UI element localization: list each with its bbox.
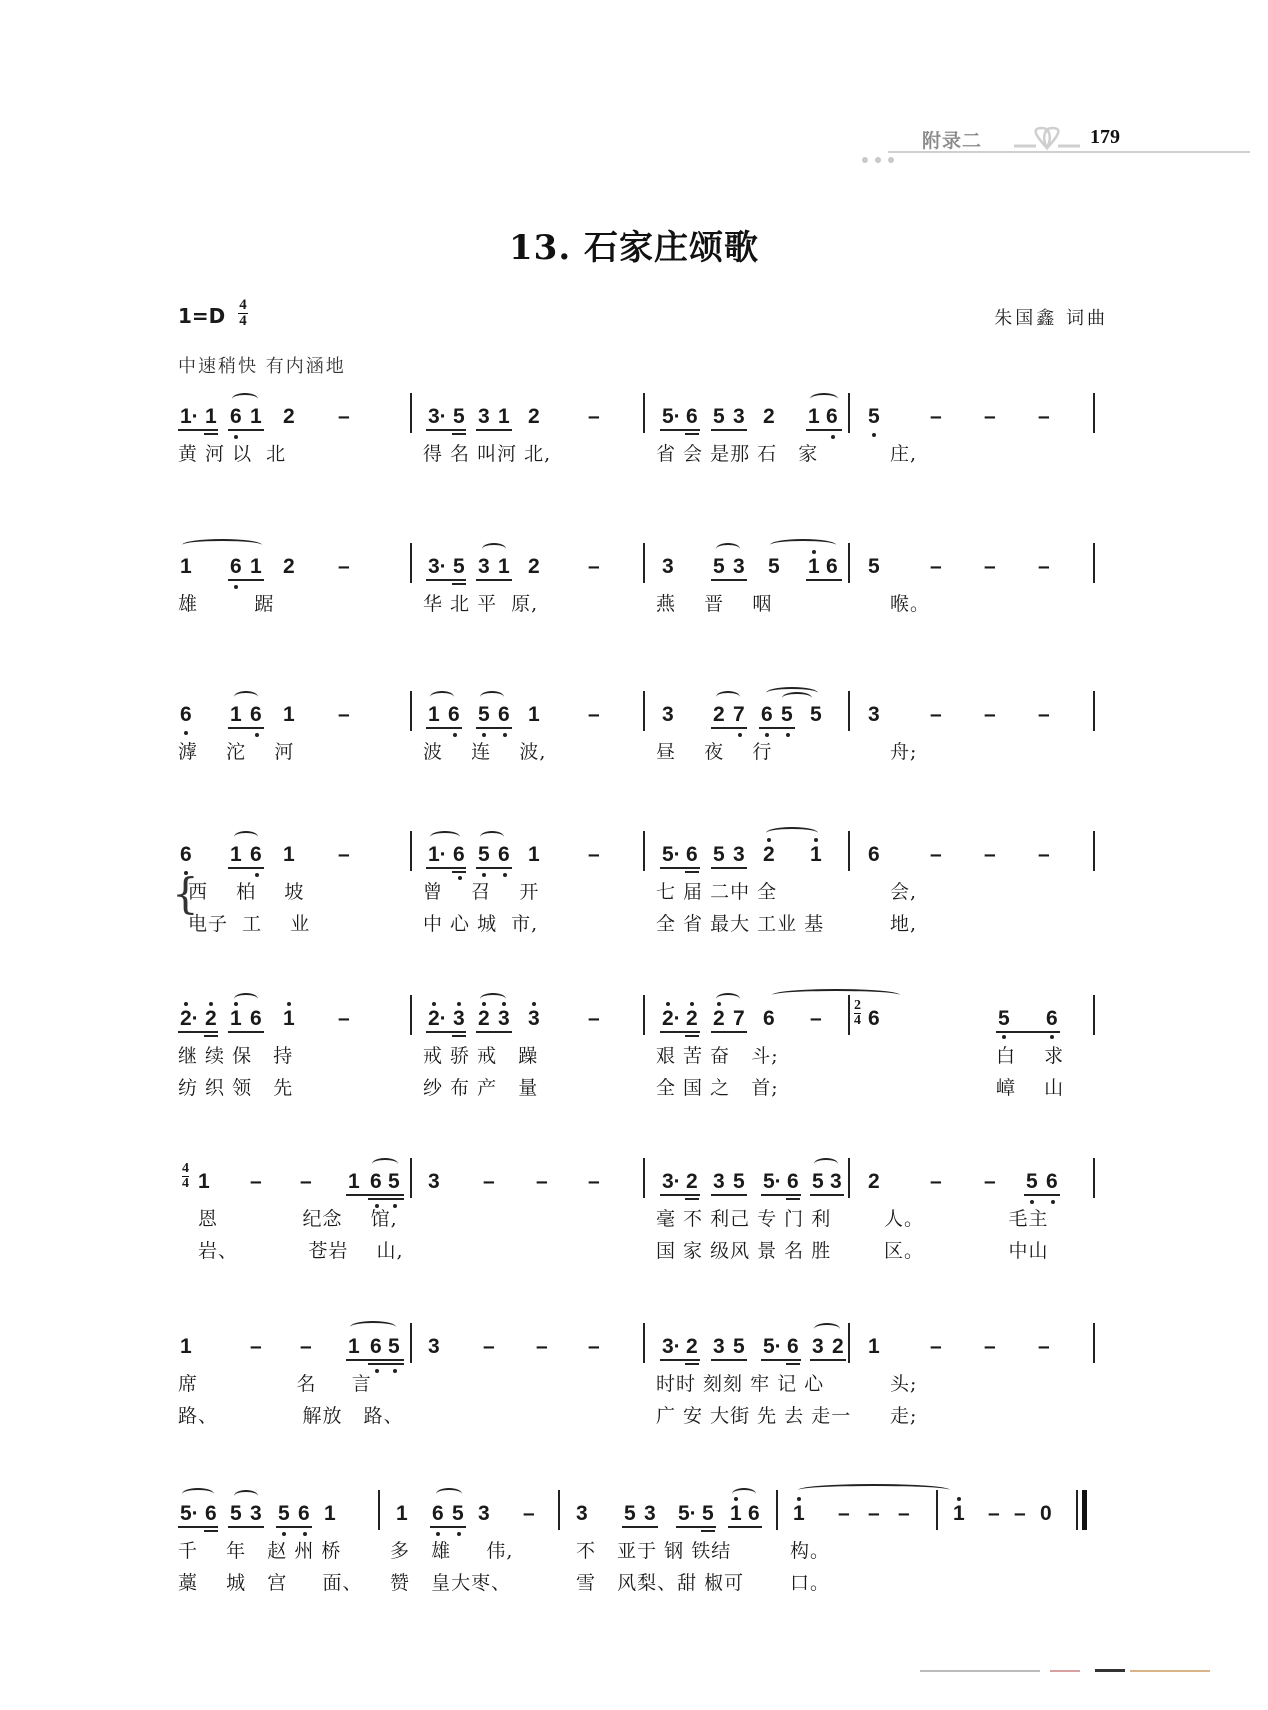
- lyric-line-1: 黄 河 以 北: [178, 443, 287, 465]
- lyric-line-1: 继 续 保 持: [178, 1045, 294, 1067]
- time-signature-change: 4 4: [182, 1161, 189, 1191]
- lyric-line-1: 波 连 波,: [423, 741, 547, 763]
- lyric-line-2: 地,: [890, 913, 918, 935]
- lyric-line-2: 全 国 之 首;: [656, 1077, 779, 1099]
- lyric-line-2: 雪 风梨、甜 椒可: [576, 1572, 745, 1594]
- notation-line: 2· 2 1 6 1 – 2· 3 2 3 3 – 2· 2 2 7 6 – 2 4 6 5 6: [178, 1007, 1118, 1047]
- lyric-line-1: 头;: [890, 1373, 918, 1395]
- lyric-line-1: 人。 毛主: [884, 1208, 1049, 1230]
- lyric-line-1: 得 名 叫河 北,: [423, 443, 552, 465]
- author-credit: 朱国鑫 词曲: [994, 308, 1108, 329]
- tempo-marking: 中速稍快 有内涵地: [178, 356, 346, 377]
- lyric-line-1: 会,: [890, 881, 918, 903]
- lyric-line-1: 昼 夜 行: [656, 741, 773, 763]
- notation-line: 5· 6 5 3 5 6 1 1 6 5 3 – 3 5 3 5· 5 1 6 1 – – – 1 – – 0: [178, 1502, 1118, 1542]
- lyric-line-2: 纺 织 领 先: [178, 1077, 294, 1099]
- lyric-line-1: 恩 纪念 馆,: [198, 1208, 398, 1230]
- song-title: 13. 石家庄颂歌: [509, 228, 759, 268]
- lyric-line-2: 电子 工 业: [188, 913, 311, 935]
- lyric-line-1: 千 年 赵 州 桥: [178, 1540, 342, 1562]
- key: 1=D: [178, 304, 226, 328]
- lyric-line-1: 曾 召 开: [423, 881, 540, 903]
- lyric-line-1: 多 雄 伟,: [390, 1540, 514, 1562]
- time-signature: $\frac{4}{4}$: [239, 297, 247, 329]
- lyric-line-1: 燕 晋 咽: [656, 593, 773, 615]
- lyric-line-1: 席 名 言: [178, 1373, 372, 1395]
- key-signature: [178, 297, 248, 333]
- lyric-line-2: 嶂 山: [996, 1077, 1065, 1099]
- lyric-line-2: 国 家 级风 景 名 胜: [656, 1240, 832, 1262]
- lyric-line-1: 雄 踞: [178, 593, 275, 615]
- footer-watermark: [920, 1668, 1210, 1674]
- lyric-line-1: 不 亚于 钢 铁结: [576, 1540, 732, 1562]
- lyric-line-1: 构。: [790, 1540, 831, 1562]
- lyric-line-1: 庄,: [890, 443, 918, 465]
- lyric-line-2: 藁 城 宫 面、: [178, 1572, 363, 1594]
- lyric-line-1: 艰 苦 奋 斗;: [656, 1045, 779, 1067]
- ribbon-bow-icon: [1012, 124, 1082, 154]
- lyric-line-1: 省 会 是那 石 家: [656, 443, 819, 465]
- notation-line: 1 – – 1 6 5 3 – – – 3· 2 3 5 5· 6 3 2 1 – – –: [178, 1335, 1118, 1375]
- lyric-line-1: 滹 沱 河: [178, 741, 295, 763]
- lyric-line-1: 华 北 平 原,: [423, 593, 539, 615]
- lyric-line-1: 戒 骄 戒 躁: [423, 1045, 539, 1067]
- running-head-section: 附录二: [922, 130, 983, 152]
- lyric-line-1: 毫 不 利己 专 门 利: [656, 1208, 832, 1230]
- notation-line: 1 6 1 2 – 3· 5 3 1 2 – 3 5 3 5 1 6 5 – – –: [178, 555, 1118, 595]
- lyric-line-1: 时时 刻刻 牢 记 心: [656, 1373, 825, 1395]
- time-signature-change: 2 4: [854, 998, 861, 1028]
- notation-line: 6 1 6 1 – 1 6 5 6 1 – 3 2 7 6 5 5 3 – – –: [178, 703, 1118, 743]
- lyric-line-1: 舟;: [890, 741, 918, 763]
- lyric-line-1: 西 柏 坡: [188, 881, 305, 903]
- lyric-line-2: 走;: [890, 1405, 918, 1427]
- lyric-line-2: 岩、 苍岩 山,: [198, 1240, 404, 1262]
- lyric-line-2: 区。 中山: [884, 1240, 1049, 1262]
- lyric-line-1: 喉。: [890, 593, 931, 615]
- notation-line: 6 1 6 1 – 1· 6 5 6 1 – 5· 6 5 3 2 1 6 – – –: [178, 843, 1118, 883]
- lyric-line-1: 七 届 二中 全: [656, 881, 778, 903]
- notation-line: 4 4 1 – – 1 6 5 3 – – – 3· 2 3 5 5· 6 5 3 2 – – 5 6: [178, 1170, 1118, 1210]
- lyric-line-2: 全 省 最大 工业 基: [656, 913, 825, 935]
- lyric-line-2: 路、 解放 路、: [178, 1405, 404, 1427]
- lyric-line-1: 白 求: [996, 1045, 1065, 1067]
- lyric-line-2: 赞 皇大枣、: [390, 1572, 512, 1594]
- lyric-line-2: 中 心 城 市,: [423, 913, 539, 935]
- verse-brace: {: [172, 869, 199, 918]
- notation-line: 1· 1 6 1 2 – 3· 5 3 1 2 – 5· 6 5 3 2 1 6 5 – – –: [178, 405, 1118, 445]
- lyric-line-2: 广 安 大街 先 去 走一: [656, 1405, 852, 1427]
- lyric-line-2: 口。: [790, 1572, 831, 1594]
- page-number: 179: [1090, 126, 1120, 148]
- lyric-line-2: 纱 布 产 量: [423, 1077, 539, 1099]
